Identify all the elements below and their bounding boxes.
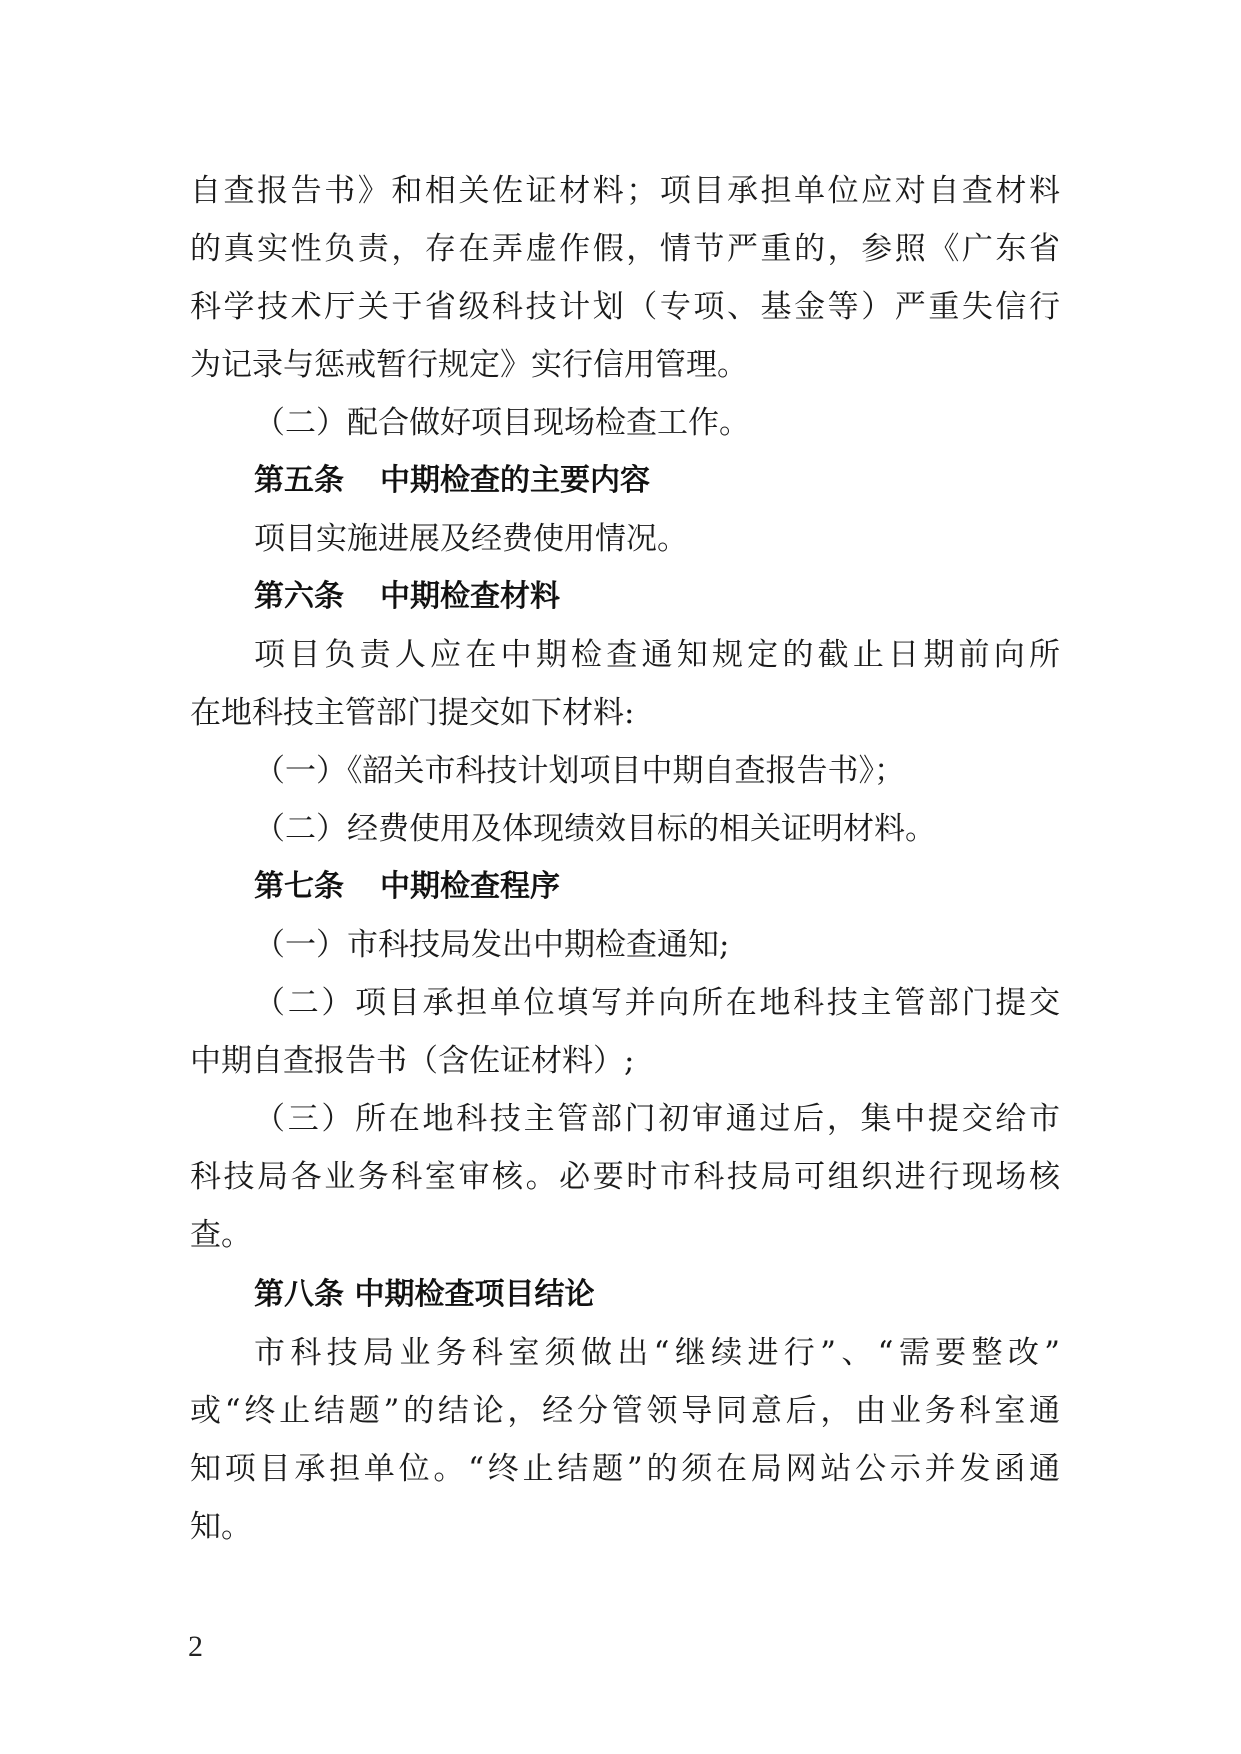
article-6-number: 第六条 — [254, 579, 344, 614]
article-8-line: 知。 — [190, 1509, 252, 1545]
article-6-heading — [254, 566, 1060, 628]
paragraph-line: 科学技术厅关于省级科技计划（专项、基金等）严重失信行 — [190, 289, 1060, 325]
article-7-heading — [254, 856, 1060, 918]
article-8-heading: 第八条 中期检查项目结论 — [254, 1277, 595, 1312]
article-6-item: （二）经费使用及体现绩效目标的相关证明材料。 — [254, 811, 936, 847]
article-7-line: 中期自查报告书（含佐证材料）; — [190, 1043, 635, 1079]
article-8-line: 或“终止结题”的结论，经分管领导同意后，由业务科室通 — [190, 1393, 1060, 1429]
article-5-number: 第五条 — [254, 463, 344, 498]
article-7-number: 第七条 — [254, 869, 344, 904]
article-7-line: 科技局各业务科室审核。必要时市科技局可组织进行现场核 — [190, 1159, 1060, 1195]
paragraph-line: 为记录与惩戒暂行规定》实行信用管理。 — [190, 347, 748, 383]
page-number: 2 — [188, 1630, 203, 1663]
article-6-body-line: 项目负责人应在中期检查通知规定的截止日期前向所 — [254, 637, 1060, 673]
paragraph-line: （二）配合做好项目现场检查工作。 — [254, 405, 750, 441]
article-7-title: 中期检查程序 — [380, 869, 560, 904]
article-6-body-line: 在地科技主管部门提交如下材料: — [190, 695, 635, 731]
article-7-line: （一）市科技局发出中期检查通知; — [254, 927, 730, 963]
paragraph-line: 的真实性负责，存在弄虚作假，情节严重的，参照《广东省 — [190, 231, 1060, 267]
article-6-title: 中期检查材料 — [380, 579, 560, 614]
article-5-heading — [254, 450, 1060, 512]
article-6-item: （一）《韶关市科技计划项目中期自查报告书》； — [254, 753, 905, 789]
article-8-line: 市科技局业务科室须做出“继续进行”、“需要整改” — [254, 1335, 1060, 1371]
paragraph-line: 自查报告书》和相关佐证材料；项目承担单位应对自查材料 — [190, 173, 1060, 209]
article-5-body: 项目实施进展及经费使用情况。 — [254, 521, 688, 557]
article-5-title: 中期检查的主要内容 — [380, 463, 650, 498]
article-7-line: （三）所在地科技主管部门初审通过后，集中提交给市 — [254, 1101, 1060, 1137]
article-7-line: （二）项目承担单位填写并向所在地科技主管部门提交 — [254, 985, 1060, 1021]
article-8-line: 知项目承担单位。“终止结题”的须在局网站公示并发函通 — [190, 1451, 1060, 1487]
article-7-line: 查。 — [190, 1217, 252, 1253]
